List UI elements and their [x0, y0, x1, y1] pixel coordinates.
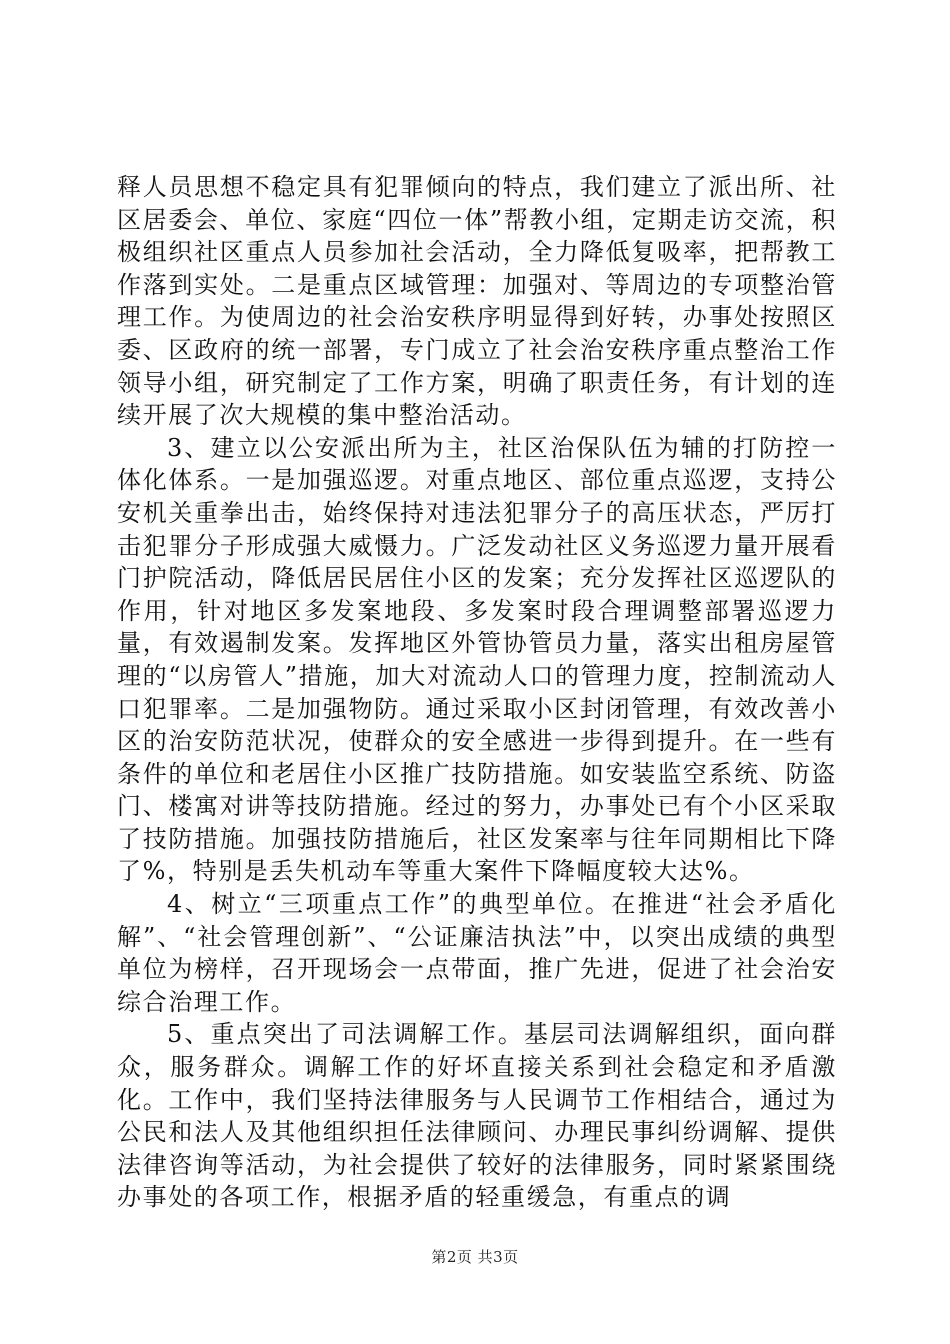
paragraph-item-4: 4、树立“三项重点工作”的典型单位。在推进“社会矛盾化解”、“社会管理创新”、“公证廉洁执法”中，以突出成绩的典型单位为榜样，召开现场会一点带面，推广先进，促进了社会治安综合治理工作。 [117, 890, 837, 1016]
document-body [117, 171, 837, 1214]
paragraph-item-3: 3、建立以公安派出所为主，社区治保队伍为辅的打防控一体化体系。一是加强巡逻。对重点地区、部位重点巡逻，支持公安机关重拳出击，始终保持对违法犯罪分子的高压状态，严厉打击犯罪分子形成强大威慑力。广泛发动社区义务巡逻力量开展看门护院活动，降低居民居住小区的发案；充分发挥社区巡逻队的作用，针对地区多发案地段、多发案时段合理调整部署巡逻力量，有效遏制发案。发挥地区外管协管员力量，落实出租房屋管理的“以房管人”措施，加大对流动人口的管理力度，控制流动人口犯罪率。二是加强物防。通过采取小区封闭管理，有效改善小区的治安防范状况，使群众的安全感进一步得到提升。在一些有条件的单位和老居住小区推广技防措施。如安装监空系统、防盗门、楼寓对讲等技防措施。经过的努力，办事处已有个小区采取了技防措施。加强技防措施后，社区发案率与往年同期相比下降了%，特别是丢失机动车等重大案件下降幅度较大达%。 [117, 433, 837, 886]
paragraph-item-5: 5、重点突出了司法调解工作。基层司法调解组织，面向群众，服务群众。调解工作的好坏直接关系到社会稳定和矛盾激化。工作中，我们坚持法律服务与人民调节工作相结合，通过为公民和法人及其他组织担任法律顾问、办理民事纠纷调解、提供法律咨询等活动，为社会提供了较好的法律服务，同时紧紧围绕办事处的各项工作，根据矛盾的轻重缓急，有重点的调 [117, 1020, 837, 1212]
page-number-footer: 第2页 共3页 [431, 1248, 519, 1266]
paragraph-continuation: 释人员思想不稳定具有犯罪倾向的特点，我们建立了派出所、社区居委会、单位、家庭“四位一体”帮教小组，定期走访交流，积极组织社区重点人员参加社会活动，全力降低复吸率，把帮教工作落到实处。二是重点区域管理：加强对、等周边的专项整治管理工作。为使周边的社会治安秩序明显得到好转，办事处按照区委、区政府的统一部署，专门成立了社会治安秩序重点整治工作领导小组，研究制定了工作方案，明确了职责任务，有计划的连续开展了次大规模的集中整治活动。 [117, 173, 837, 430]
